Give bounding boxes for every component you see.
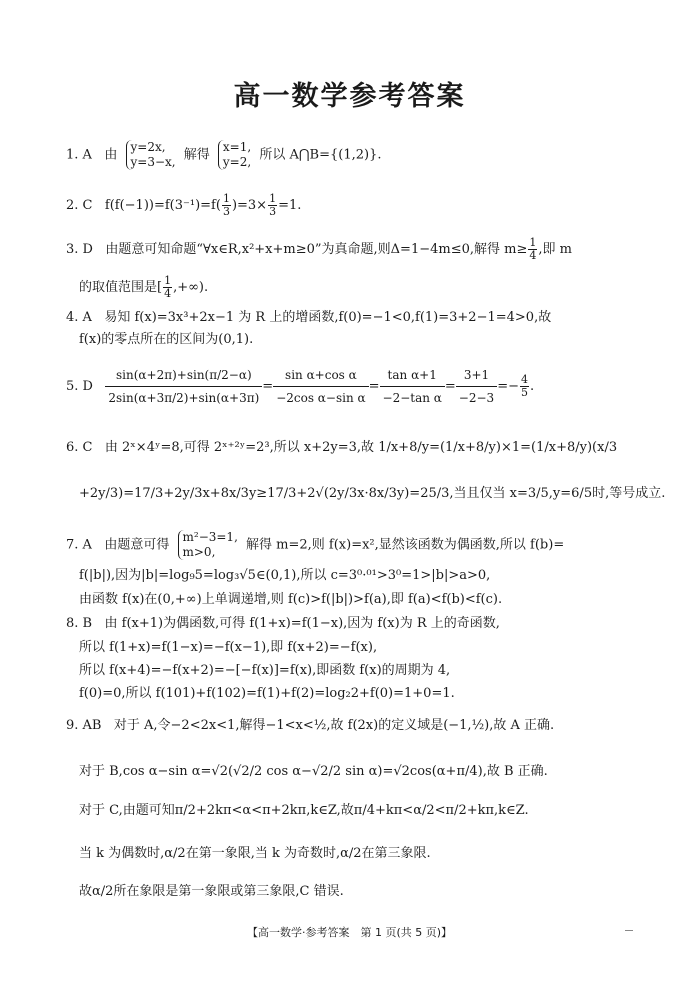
text: 由题意可得: [104, 537, 170, 553]
denominator: 4: [529, 249, 537, 262]
equation: m²−3=1,: [182, 530, 238, 544]
fraction: [380, 366, 445, 407]
text: 解得 m=2,则 f(x)=x²,显然该函数为偶函数,所以 f(b)=: [246, 537, 565, 553]
text: .: [529, 379, 535, 394]
equation: y=2x,: [130, 140, 166, 154]
text: ,+∞).: [173, 280, 209, 295]
text: 对于 A,令−2<2x<1,解得−1<x<½,故 f(2x)的定义域是(−1,½),故 A 正确.: [113, 718, 555, 733]
page-title: 高一数学参考答案: [233, 81, 466, 112]
fraction: [456, 366, 497, 407]
text: )=3×: [231, 198, 268, 213]
denominator: 3: [222, 205, 230, 218]
scan-mark: [625, 930, 633, 931]
text: =(1/x+8/y)×1=(1/x+8/y)(x/3: [429, 440, 618, 455]
answer-8-line-2: 所以 f(1+x)=f(1−x)=−f(x−1),即 f(x+2)=−f(x),: [79, 640, 378, 655]
denominator: −2cos α−sin α: [276, 391, 366, 405]
numerator: 1: [164, 274, 172, 287]
answer-8-line-3: 所以 f(x+4)=−f(x+2)=−[−f(x)]=f(x),即函数 f(x)的周期为 4,: [79, 663, 451, 678]
answer-8-line-4: f(0)=0,所以 f(101)+f(102)=f(1)+f(2)=log₂2+f(0)=1+0=1.: [79, 686, 455, 701]
answer-label: 3. D: [66, 242, 93, 257]
answer-label: 7. A: [66, 537, 92, 553]
answer-5: 5. D $\frac{\sin(\alpha+2\pi)+\sin(\pi/2-\alpha)}{2\sin(\alpha+3\pi/2)+\sin(\alpha+3\pi)}$ = $\frac{\text{sin α+cos α}}{\text{−2cos α−sin α}}$ = $\frac{\text{tan α+1}}{\text{−2−tan α}}$ = $\frac{3+1}{-2-3}$ =− $\frac{4}{5}$ .: [66, 368, 535, 405]
answer-label: 8. B: [66, 616, 93, 631]
text: 的取值范围是[: [79, 280, 163, 295]
answer-label: 5. D: [66, 379, 93, 394]
text: 由题意可知命题“∀x∈R,x²+x+m≥0”为真命题,则Δ=1−4m≤0,解得 m≥: [105, 242, 528, 257]
equation: m>0,: [182, 545, 216, 559]
answer-9-line-5: 故α/2所在象限是第一象限或第三象限,C 错误.: [79, 884, 344, 899]
answer-9-line-4: 当 k 为偶数时,α/2在第一象限,当 k 为奇数时,α/2在第三象限.: [79, 846, 431, 861]
answer-9-line-3: 对于 C,由题可知π/2+2kπ<α<π+2kπ,k∈Z,故π/4+kπ<α/2<π/2+kπ,k∈Z.: [79, 803, 529, 818]
answer-3: [66, 237, 572, 262]
numerator: sin α+cos α: [273, 366, 368, 387]
equation: x=1,: [222, 140, 252, 154]
numerator: 1: [222, 192, 230, 205]
answer-label: 4. A: [66, 310, 92, 325]
page-footer: 【高一数学·参考答案 第 1 页(共 5 页)】: [246, 926, 453, 939]
numerator: 4: [520, 373, 528, 386]
fraction: [273, 366, 368, 407]
answer-label: 9. AB: [66, 718, 102, 733]
answer-label: 6. C: [66, 440, 93, 455]
numerator: 1: [269, 192, 277, 205]
answer-label: 2. C: [66, 198, 93, 213]
fraction: [222, 193, 231, 218]
answer-6-line-2: +2y/3)=17/3+2y/3x+8x/3y≥17/3+2√(2y/3x·8x/3y)=25/3,当且仅当 x=3/5,y=6/5时,等号成立.: [79, 486, 666, 501]
text: =1.: [278, 198, 302, 213]
text: 解得: [183, 147, 210, 163]
text: f(f(−1))=f(3⁻¹)=f(: [104, 198, 221, 213]
equation: y=3−x,: [130, 155, 176, 169]
numerator: tan α+1: [380, 366, 445, 387]
equation: y=2,: [222, 155, 252, 169]
answer-7-line-3: 由函数 f(x)在(0,+∞)上单调递增,则 f(c)>f(|b|)>f(a),即 f(a)<f(b)<f(c).: [79, 592, 503, 607]
numerator: 1: [529, 236, 537, 249]
answer-4: [66, 310, 551, 326]
denominator: 3: [269, 205, 277, 218]
numerator: 3+1: [456, 366, 497, 387]
fraction: [163, 275, 172, 300]
fraction: [520, 374, 529, 399]
fraction: [105, 366, 262, 407]
answer-1: [66, 140, 381, 170]
text: 易知 f(x)=3x³+2x−1 为 R 上的增函数,f(0)=−1<0,f(1)=3+2−1=4>0,故: [104, 310, 552, 325]
denominator: −2−tan α: [382, 391, 442, 405]
numerator: sin(α+2π)+sin(π/2−α): [105, 366, 262, 387]
denominator: −2−3: [458, 391, 495, 405]
answer-label: 1. A: [66, 147, 92, 163]
text: ,即 m: [538, 242, 572, 257]
fraction: [528, 237, 537, 262]
text: =−: [497, 379, 519, 394]
denominator: 4: [164, 287, 172, 300]
equation-system: [218, 140, 251, 170]
text: 由: [104, 147, 118, 163]
answer-9: [66, 718, 554, 734]
answer-9-line-2: 对于 B,cos α−sin α=√2(√2/2 cos α−√2/2 sin α)=√2cos(α+π/4),故 B 正确.: [79, 764, 548, 779]
answer-7: [66, 530, 564, 560]
text: 由 2ˣ×4ʸ=8,可得 2ˣ⁺²ʸ=2³,所以 x+2y=3,故: [104, 440, 375, 455]
denominator: 2sin(α+3π/2)+sin(α+3π): [108, 391, 260, 405]
answer-2: [66, 193, 301, 218]
equation-system: [178, 530, 238, 560]
answer-6: [66, 440, 617, 456]
text: 所以 A⋂B={(1,2)}.: [259, 147, 382, 163]
text: 由 f(x+1)为偶函数,可得 f(1+x)=f(1−x),因为 f(x)为 R 上的奇函数,: [104, 616, 500, 631]
text: 1/x+8/y: [378, 440, 430, 455]
answer-7-line-2: f(|b|),因为|b|=log₉5=log₃√5∈(0,1),所以 c=3⁰·⁰¹>3⁰=1>|b|>a>0,: [79, 568, 491, 583]
denominator: 5: [520, 386, 528, 399]
answer-3-line-2: [79, 275, 208, 300]
answer-8: [66, 616, 500, 632]
answer-4-line-2: f(x)的零点所在的区间为(0,1).: [79, 332, 254, 347]
fraction: [268, 193, 277, 218]
equation-system: [126, 140, 176, 170]
